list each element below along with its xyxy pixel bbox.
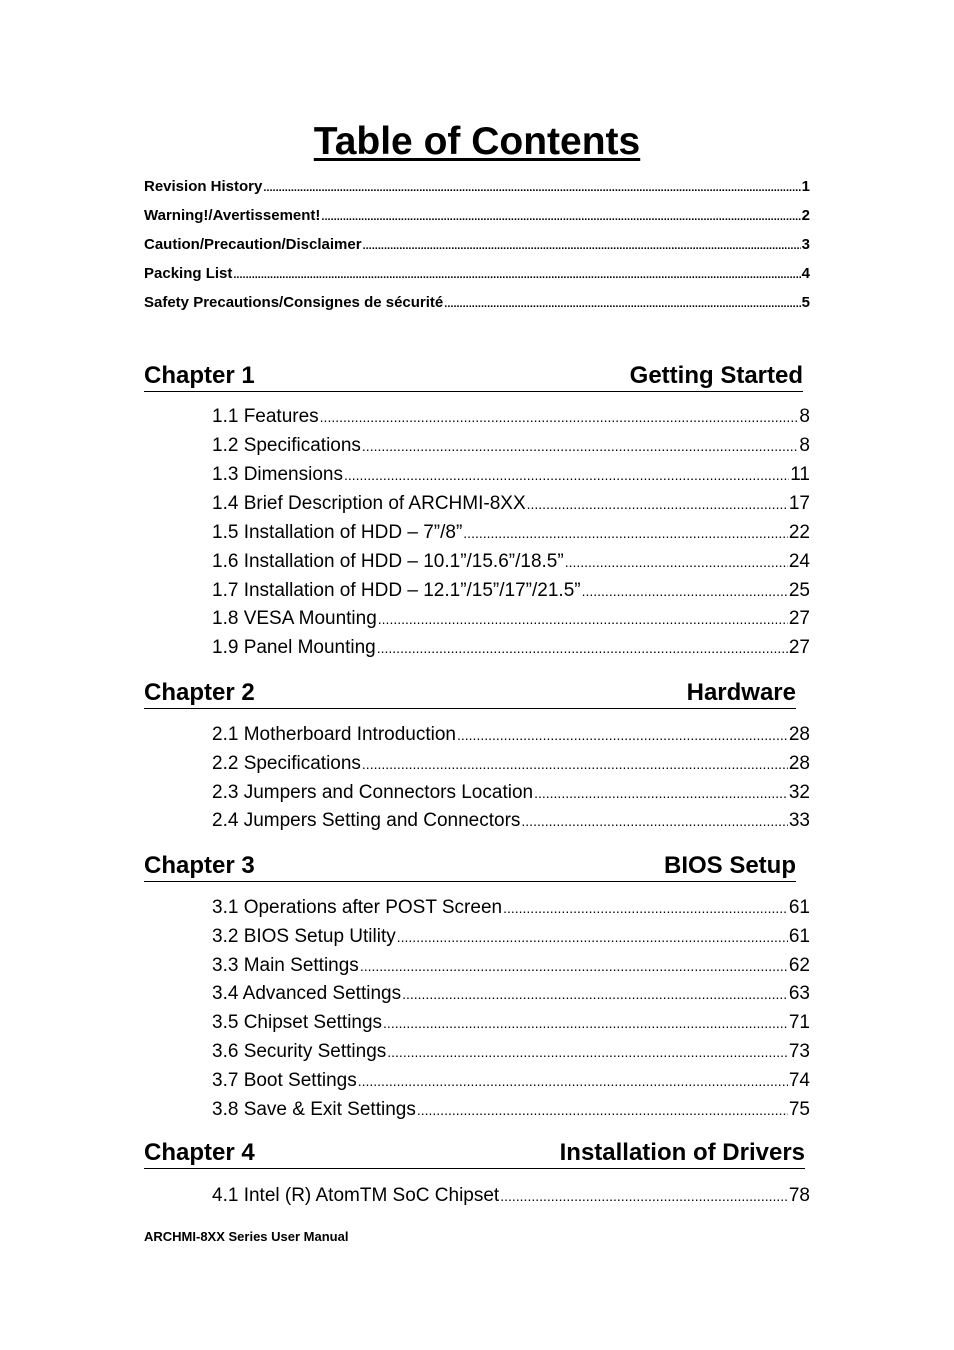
chapter-number: Chapter 3 (144, 852, 255, 879)
toc-entry[interactable] (212, 753, 810, 775)
toc-page: 8 (799, 435, 810, 456)
toc-label: Packing List (144, 265, 233, 282)
toc-page: 74 (788, 1070, 810, 1091)
toc-page: 61 (788, 926, 810, 947)
leader-dots (500, 1188, 788, 1204)
toc-page: 2 (801, 207, 810, 224)
chapter-title: Getting Started (629, 362, 803, 389)
toc-label: 1.9 Panel Mounting (212, 637, 376, 658)
toc-label: 3.6 Security Settings (212, 1041, 387, 1062)
leader-dots (417, 1102, 788, 1118)
leader-dots (321, 211, 800, 223)
toc-entry[interactable] (212, 1070, 810, 1092)
toc-page: 28 (788, 753, 810, 774)
toc-entry[interactable] (212, 522, 810, 544)
toc-label: 3.1 Operations after POST Screen (212, 897, 503, 918)
toc-entry[interactable] (212, 955, 810, 977)
leader-dots (360, 958, 788, 974)
toc-page: 63 (788, 983, 810, 1004)
toc-front-item[interactable] (144, 207, 810, 224)
leader-dots (582, 583, 788, 599)
toc-label: 1.3 Dimensions (212, 464, 343, 485)
leader-dots (457, 727, 788, 743)
leader-dots (233, 269, 800, 281)
chapter-number: Chapter 4 (144, 1139, 255, 1166)
toc-label: 3.2 BIOS Setup Utility (212, 926, 396, 947)
toc-label: 3.8 Save & Exit Settings (212, 1099, 416, 1120)
toc-front-item[interactable] (144, 178, 810, 195)
toc-page: 62 (788, 955, 810, 976)
chapter-heading-4[interactable] (144, 1138, 805, 1169)
chapter-number: Chapter 1 (144, 362, 255, 389)
toc-page: 3 (801, 236, 810, 253)
toc-label: 2.1 Motherboard Introduction (212, 724, 456, 745)
toc-entry[interactable] (212, 1041, 810, 1063)
toc-label: Warning!/Avertissement! (144, 207, 321, 224)
leader-dots (463, 525, 788, 541)
toc-front-item[interactable] (144, 265, 810, 282)
toc-label: 1.6 Installation of HDD – 10.1”/15.6”/18.5” (212, 551, 564, 572)
toc-label: 1.8 VESA Mounting (212, 608, 377, 629)
toc-entry[interactable] (212, 782, 810, 804)
toc-label: Revision History (144, 178, 263, 195)
leader-dots (565, 554, 788, 570)
chapter-title: BIOS Setup (663, 852, 796, 879)
toc-entry[interactable] (212, 608, 810, 630)
toc-label: 4.1 Intel (R) AtomTM SoC Chipset (212, 1185, 500, 1206)
leader-dots (320, 409, 799, 425)
toc-entry[interactable] (212, 435, 810, 457)
toc-label: 3.3 Main Settings (212, 955, 359, 976)
toc-label: 1.4 Brief Description of ARCHMI-8XX (212, 493, 526, 514)
toc-entry[interactable] (212, 1012, 810, 1034)
toc-page: 5 (801, 294, 810, 311)
toc-page: 28 (788, 724, 810, 745)
toc-label: 1.5 Installation of HDD – 7”/8” (212, 522, 463, 543)
leader-dots (503, 900, 788, 916)
toc-label: Safety Precautions/Consignes de sécurité (144, 294, 444, 311)
toc-entry[interactable] (212, 580, 810, 602)
leader-dots (344, 467, 789, 483)
page-footer: ARCHMI-8XX Series User Manual (144, 1229, 349, 1244)
toc-page: 75 (788, 1099, 810, 1120)
leader-dots (362, 756, 788, 772)
toc-entry[interactable] (212, 926, 810, 948)
toc-page: 4 (801, 265, 810, 282)
toc-page: 33 (788, 810, 810, 831)
toc-entry[interactable] (212, 810, 810, 832)
toc-label: 3.5 Chipset Settings (212, 1012, 383, 1033)
toc-entry[interactable] (212, 551, 810, 573)
toc-label: 3.7 Boot Settings (212, 1070, 357, 1091)
leader-dots (527, 496, 788, 512)
toc-entry[interactable] (212, 1099, 810, 1121)
toc-page: 1 (801, 178, 810, 195)
toc-entry[interactable] (212, 406, 810, 428)
toc-entry[interactable] (212, 983, 810, 1005)
leader-dots (383, 1015, 788, 1031)
toc-page: 73 (788, 1041, 810, 1062)
page-title: Table of Contents (313, 120, 641, 163)
toc-entry[interactable] (212, 724, 810, 746)
toc-entry[interactable] (212, 897, 810, 919)
toc-entry[interactable] (212, 1185, 810, 1207)
leader-dots (362, 438, 799, 454)
toc-page: 22 (788, 522, 810, 543)
leader-dots (377, 640, 788, 656)
toc-label: 2.4 Jumpers Setting and Connectors (212, 810, 521, 831)
toc-page: 32 (788, 782, 810, 803)
toc-label: 1.2 Specifications (212, 435, 361, 456)
leader-dots (363, 240, 801, 252)
toc-page: 78 (788, 1185, 810, 1206)
chapter-heading-1[interactable] (144, 361, 803, 392)
toc-page: 61 (788, 897, 810, 918)
chapter-heading-2[interactable] (144, 678, 796, 709)
leader-dots (378, 611, 788, 627)
toc-entry[interactable] (212, 637, 810, 659)
toc-label: 1.7 Installation of HDD – 12.1”/15”/17”/21.5” (212, 580, 581, 601)
chapter-title: Installation of Drivers (559, 1139, 805, 1166)
leader-dots (521, 813, 787, 829)
toc-page: 27 (788, 637, 810, 658)
toc-page: 25 (788, 580, 810, 601)
chapter-heading-3[interactable] (144, 851, 796, 882)
leader-dots (397, 929, 788, 945)
leader-dots (263, 182, 800, 194)
toc-page: 11 (790, 464, 810, 485)
toc-page: 71 (788, 1012, 810, 1033)
leader-dots (387, 1044, 788, 1060)
toc-page: 27 (788, 608, 810, 629)
leader-dots (402, 986, 788, 1002)
toc-label: Caution/Precaution/Disclaimer (144, 236, 362, 253)
toc-front-item[interactable] (144, 236, 810, 253)
leader-dots (358, 1073, 788, 1089)
toc-entry[interactable] (212, 493, 810, 515)
toc-entry[interactable] (212, 464, 810, 486)
toc-label: 2.3 Jumpers and Connectors Location (212, 782, 534, 803)
leader-dots (444, 298, 800, 310)
toc-page: 24 (788, 551, 810, 572)
toc-label: 1.1 Features (212, 406, 319, 427)
toc-label: 3.4 Advanced Settings (212, 983, 402, 1004)
toc-page: 17 (788, 493, 810, 514)
chapter-title: Hardware (686, 679, 796, 706)
leader-dots (534, 785, 788, 801)
toc-front-item[interactable] (144, 294, 810, 311)
chapter-number: Chapter 2 (144, 679, 255, 706)
toc-page: 8 (799, 406, 810, 427)
toc-label: 2.2 Specifications (212, 753, 361, 774)
